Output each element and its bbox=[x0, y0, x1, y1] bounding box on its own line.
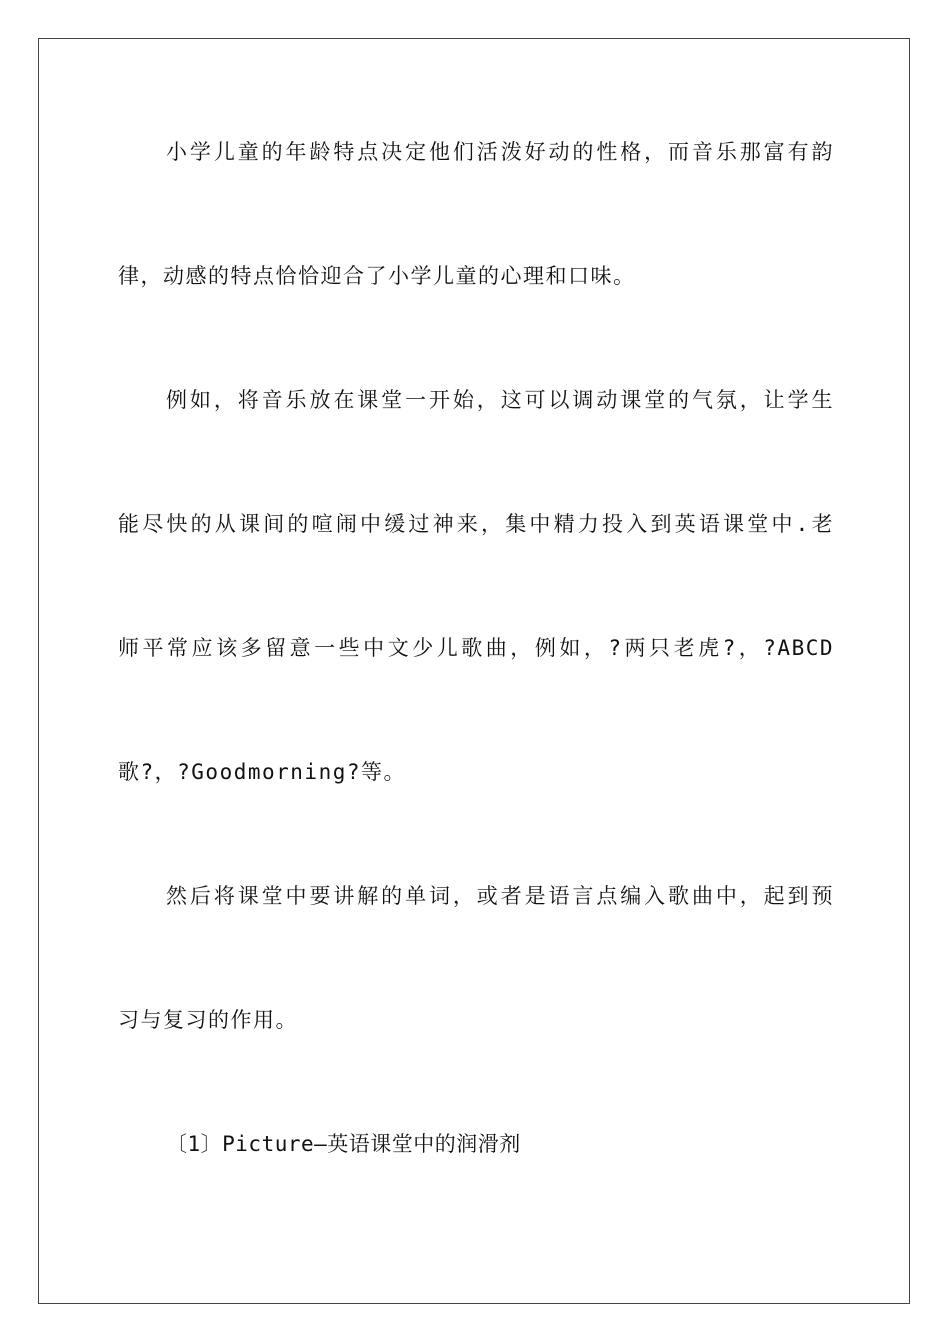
paragraph-3-line-1: 然后将课堂中要讲解的单词，或者是语言点编入歌曲中，起到预 bbox=[166, 884, 834, 908]
paragraph-1-line-2: 律，动感的特点恰恰迎合了小学儿童的心理和口味。 bbox=[118, 264, 636, 288]
paragraph-3-line-2: 习与复习的作用。 bbox=[118, 1008, 298, 1032]
paragraph-2-line-4: 歌?，?Goodmorning?等。 bbox=[118, 760, 407, 784]
paragraph-1-line-1: 小学儿童的年龄特点决定他们活泼好动的性格，而音乐那富有韵 bbox=[166, 140, 834, 164]
page-border bbox=[38, 38, 910, 1304]
paragraph-2-line-2: 能尽快的从课间的喧闹中缓过神来，集中精力投入到英语课堂中.老 bbox=[118, 512, 834, 536]
section-heading: 〔1〕Picture—英语课堂中的润滑剂 bbox=[166, 1132, 521, 1156]
paragraph-2-line-1: 例如，将音乐放在课堂一开始，这可以调动课堂的气氛，让学生 bbox=[166, 388, 834, 412]
paragraph-2-line-3: 师平常应该多留意一些中文少儿歌曲，例如，?两只老虎?，?ABCD bbox=[118, 636, 834, 660]
